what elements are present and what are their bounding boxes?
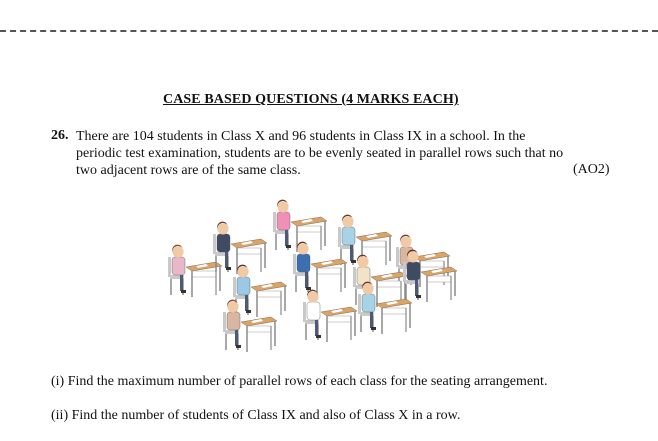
assessment-objective-label: (AO2)	[573, 162, 610, 177]
sub-question-ii: (ii) Find the number of students of Class IX and also of Class X in a row.	[51, 408, 461, 423]
student-desk-group	[273, 200, 327, 252]
student-desk-group	[303, 290, 357, 342]
student-desk-group	[223, 300, 277, 352]
student-desk-group	[233, 265, 287, 317]
student-desk-group	[358, 282, 412, 334]
question-text-line-1: There are 104 students in Class X and 96 students in Class IX in a school. In the	[76, 129, 526, 144]
student-desk-group	[293, 242, 347, 294]
page-top-divider	[0, 30, 658, 32]
question-text-line-3: two adjacent rows are of the same class.	[76, 163, 301, 178]
classroom-exam-desks-illustration	[150, 192, 480, 362]
question-number: 26.	[51, 128, 69, 143]
question-text-line-2: periodic test examination, students are to be evenly seated in parallel rows such that no	[76, 146, 564, 161]
sub-question-i: (i) Find the maximum number of parallel rows of each class for the seating arrangement.	[51, 374, 548, 389]
section-heading: CASE BASED QUESTIONS (4 MARKS EACH)	[163, 92, 459, 107]
